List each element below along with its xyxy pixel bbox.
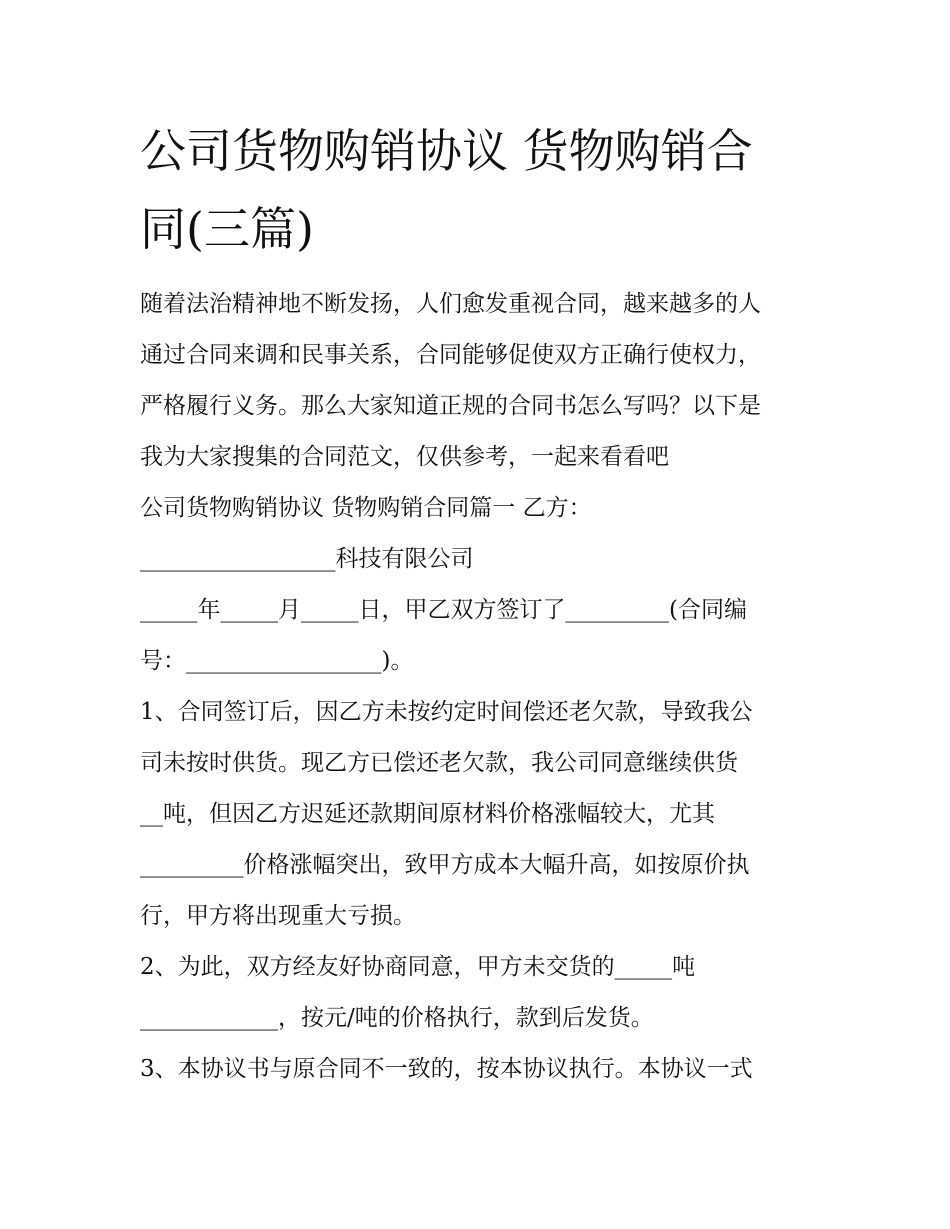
- clause-line: __吨，但因乙方迟延还款期间原材料价格涨幅较大，尤其: [140, 801, 715, 827]
- body-line: 严格履行义务。那么大家知道正规的合同书怎么写吗？以下是: [140, 393, 761, 419]
- title-line: 公司货物购销协议 货物购销合: [140, 124, 753, 178]
- section-heading: 公司货物购销协议 货物购销合同篇一 乙方：: [140, 495, 592, 521]
- body-line: 随着法治精神地不断发扬，人们愈发重视合同，越来越多的人: [140, 291, 761, 317]
- document-body: [140, 279, 830, 1095]
- body-line: _________________科技有限公司: [140, 546, 474, 572]
- clause-line: 3、本协议书与原合同不一致的，按本协议执行。本协议一式: [140, 1056, 753, 1082]
- body-line: 我为大家搜集的合同范文，仅供参考，一起来看看吧: [140, 444, 669, 470]
- body-line: _____年_____月_____日，甲乙双方签订了_________(合同编: [140, 597, 747, 623]
- clause-line: 1、合同签订后，因乙方未按约定时间偿还老欠款，导致我公: [140, 699, 753, 725]
- clause-line: 2、为此，双方经友好协商同意，甲方未交货的_____吨: [140, 954, 696, 980]
- document-title: [140, 112, 820, 268]
- body-line: 通过合同来调和民事关系，合同能够促使双方正确行使权力，: [140, 342, 761, 368]
- clause-line: ____________，按元/吨的价格执行，款到后发货。: [140, 1005, 654, 1031]
- clause-line: _________价格涨幅突出，致甲方成本大幅升高，如按原价执: [140, 852, 750, 878]
- clause-line: 行，甲方将出现重大亏损。: [140, 903, 416, 929]
- title-line: 同(三篇): [140, 202, 314, 256]
- clause-line: 司未按时供货。现乙方已偿还老欠款，我公司同意继续供货: [140, 750, 738, 776]
- body-line: 号：_________________)。: [140, 648, 414, 674]
